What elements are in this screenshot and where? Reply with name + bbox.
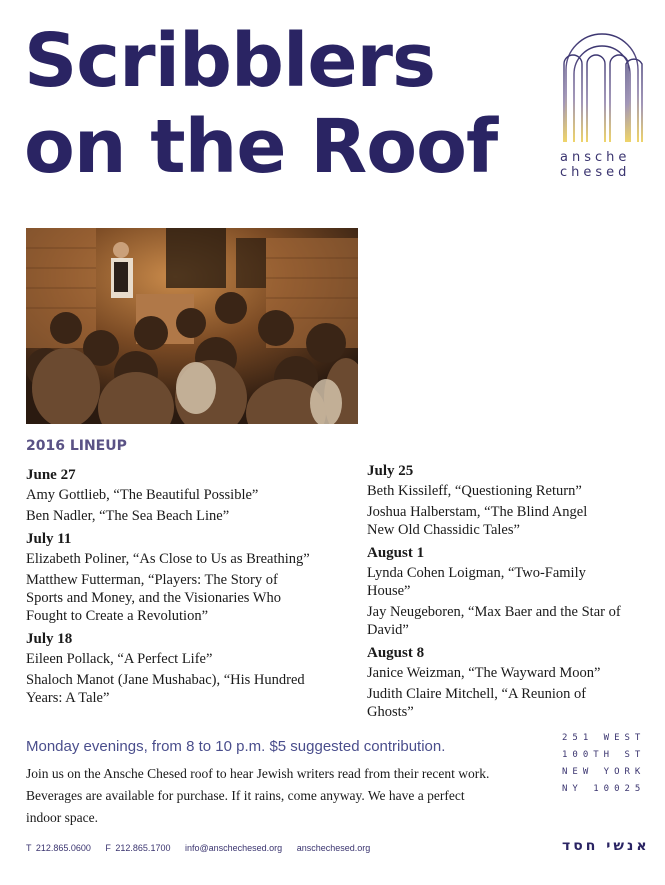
fax-number: F 212.865.1700 — [105, 843, 171, 853]
email-link[interactable]: info@anschechesed.org — [184, 843, 283, 853]
logo-line-2: chesed — [560, 165, 631, 180]
event-entry: Janice Weizman, “The Wayward Moon” — [367, 665, 601, 681]
address-line-2: 100TH ST — [562, 750, 646, 760]
event-entry: Shaloch Manot (Jane Mushabac), “His Hundred Years: A Tale” — [26, 672, 305, 706]
lineup-heading: 2016 LINEUP — [26, 438, 127, 454]
event-date: August 1 — [367, 545, 425, 561]
reading-event-photo — [26, 228, 358, 424]
lineup-left-column — [26, 466, 346, 710]
contact-footer — [26, 843, 380, 853]
event-entry: Beth Kissileff, “Questioning Return” — [367, 483, 582, 499]
title-line-1: Scribblers — [24, 18, 436, 104]
address-line-1: 251 WEST — [562, 733, 646, 743]
event-entry: Jay Neugeboren, “Max Baer and the Star of David” — [367, 604, 621, 638]
street-address — [562, 730, 645, 798]
event-date: July 18 — [26, 631, 73, 647]
event-entry: Joshua Halberstam, “The Blind Angel New Old Chassidic Tales” — [367, 504, 588, 538]
logo-line-1: ansche — [560, 150, 631, 165]
address-line-3: NEW YORK — [562, 767, 646, 777]
hebrew-name: אנשי חסד — [562, 838, 650, 854]
event-entry: Matthew Futterman, “Players: The Story of Sports and Money, and the Visionaries Who Fought to Create a Revolution” — [26, 572, 281, 624]
event-entry: Ben Nadler, “The Sea Beach Line” — [26, 508, 230, 524]
arches-logo-icon — [560, 30, 644, 142]
logo-wordmark — [560, 150, 650, 180]
event-description: Join us on the Ansche Chesed roof to hear Jewish writers read from their recent work. Beverages are available for purchase. If it rains, come anyway. We have a perfect indoor space. — [26, 766, 490, 825]
event-entry: Lynda Cohen Loigman, “Two-Family House” — [367, 565, 586, 599]
event-date: July 11 — [26, 531, 72, 547]
phone-number: T 212.865.0600 — [26, 843, 91, 853]
event-entry: Eileen Pollack, “A Perfect Life” — [26, 651, 213, 667]
ansche-chesed-logo — [560, 30, 650, 180]
event-date: June 27 — [26, 467, 76, 483]
address-line-4: NY 10025 — [562, 784, 646, 794]
event-entry: Judith Claire Mitchell, “A Reunion of Ghosts” — [367, 686, 587, 720]
event-date: August 8 — [367, 645, 425, 661]
website-link[interactable]: anschechesed.org — [296, 843, 371, 853]
event-entry: Elizabeth Poliner, “As Close to Us as Breathing” — [26, 551, 310, 567]
event-date: July 25 — [367, 463, 414, 479]
title-line-2: on the Roof — [24, 104, 498, 190]
schedule-tagline: Monday evenings, from 8 to 10 p.m. $5 suggested contribution. — [26, 738, 446, 755]
poster-title — [24, 18, 497, 190]
event-entry: Amy Gottlieb, “The Beautiful Possible” — [26, 487, 259, 503]
lineup-right-column — [367, 462, 637, 724]
